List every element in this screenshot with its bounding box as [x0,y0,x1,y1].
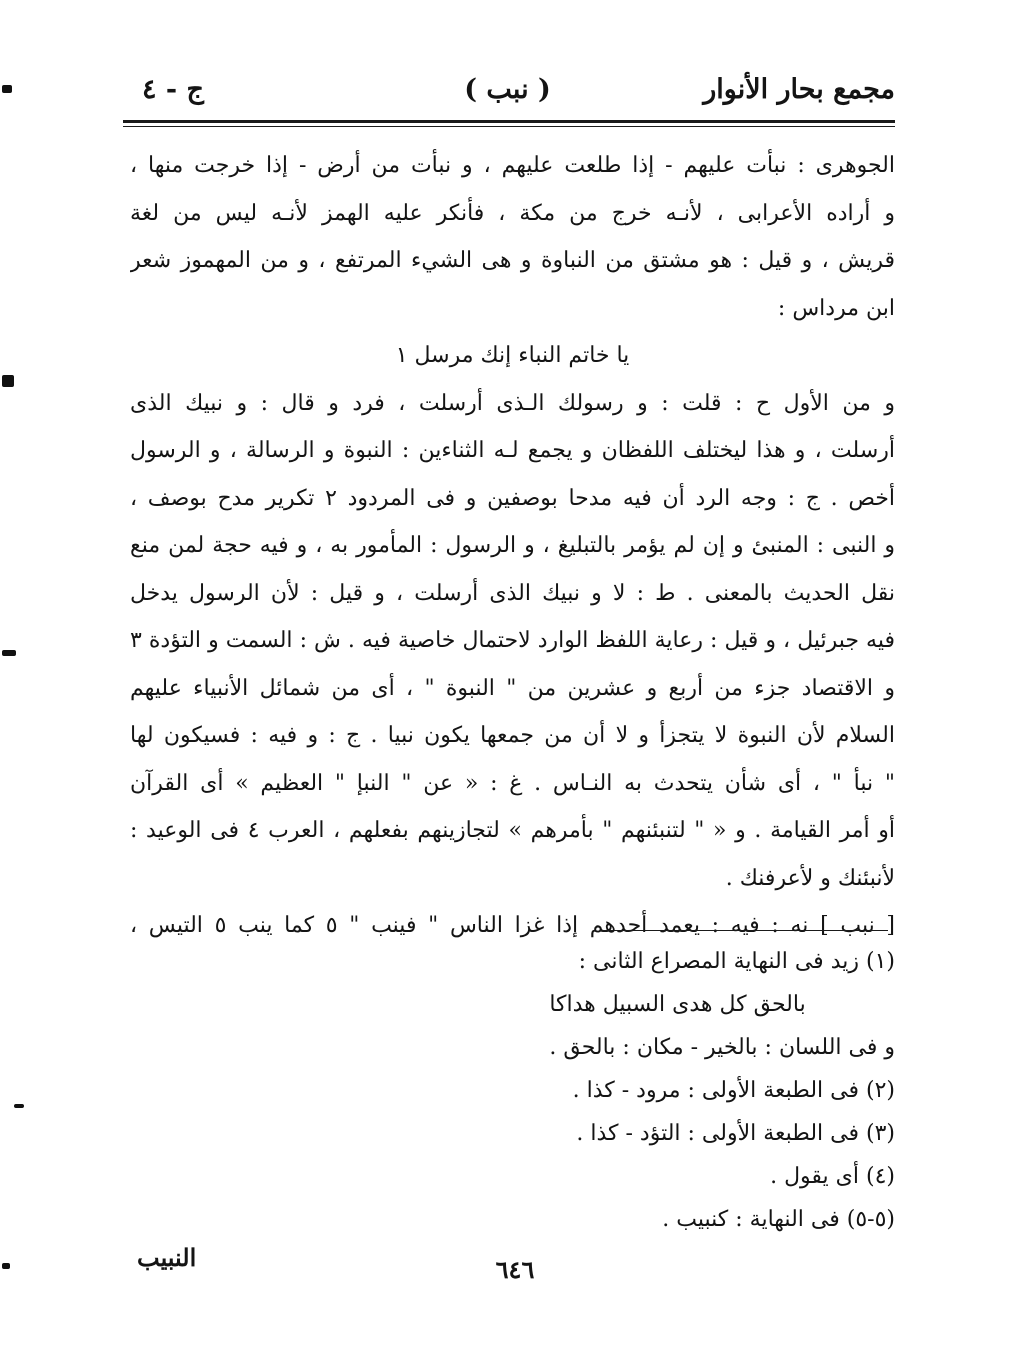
text-line: أو أمر القيامة . و « " لتنبئنهم " بأمرهم » لتجازينهم بفعلهم ، العرب ٤ فى الوعيد : [130,818,895,843]
verse-line: يا خاتم النباء إنك مرسل ١ [395,343,630,368]
footnote: (٤) أى يقول . [770,1164,895,1189]
header-rule [123,120,895,123]
scan-mark [2,375,14,387]
scan-mark [2,650,16,656]
text-line: نقل الحديث بالمعنى . ط : لا و نبيك الذى أرسلت ، و قيل : لأن الرسول يدخل [130,580,895,606]
footnotes [400,940,895,1241]
page-header [120,74,895,118]
text-line: أخص . ج : وجه الرد أن فيه مدحا بوصفين و فى المردود ٢ تكرير مدح بوصف ، [130,485,895,511]
text-line: " نبأ " ، أى شأن يتحدث به النـاس . غ : « عن " النبإ " العظيم » أى القرآن [130,770,895,796]
scan-mark [2,85,12,93]
text-line: و أراده الأعرابى ، لأنـه خرج من مكة ، فأنكر عليه الهمز لأنـه ليس من لغة [130,200,895,226]
text-line: السلام لأن النبوة لا يتجزأ و لا أن من جمعها يكون نبيا . ج : و فيه : فسيكون لها [130,723,895,748]
text-line: و الاقتصاد جزء من أربع و عشرين من " النبوة " ، أى من شمائل الأنبياء عليهم [130,675,895,701]
footnote: (٢) فى الطبعة الأولى : مرود - كذا . [572,1078,895,1103]
text-line: قريش ، و قيل : هو مشتق من النباوة و هى الشيء المرتفع ، و من المهموز شعر [130,248,895,273]
body-text [130,142,895,950]
footnote-verse: بالحق كل هدى السبيل هداكا [549,992,806,1017]
volume-label: ج - ٤ [142,74,204,105]
footnote-rule [600,930,888,931]
footnote: و فى اللسان : بالخير - مكان : بالحق . [549,1035,895,1060]
text-line: أرسلت ، و هذا ليختلف اللفظان و يجمع لـه الثناءين : النبوة و الرسالة ، و الرسول [130,438,895,463]
entry-heading: ( نبب ) [464,74,551,105]
scan-mark [2,1263,10,1269]
book-title: مجمع بحار الأنوار [703,74,895,105]
page-number: ٦٤٦ [495,1255,535,1284]
scan-mark [14,1104,24,1108]
footnote: (٥-٥) فى النهاية : كنبيب . [662,1207,895,1232]
text-line: ابن مرداس : [777,295,895,321]
text-line: فيه جبرئيل ، و قيل : رعاية اللفظ الوارد لاحتمال خاصية فيه . ش : السمت و التؤدة ٣ [130,628,895,653]
text-line: و النبى : المنبئ و إن لم يؤمر بالتبليغ ، و الرسول : المأمور به ، و فيه حجة لمن منع [130,533,895,558]
footnote: (١) زيد فى النهاية المصراع الثانى : [578,949,895,974]
catchword: النبيب [137,1243,197,1272]
entry-line: [ نبب ] نه : فيه : يعمد أحدهم إذا غزا الناس " فينب " ٥ كما ينب ٥ التيس ، [130,913,895,938]
text-line: و من الأول ح : قلت : و رسولك الـذى أرسلت ، فرد و قال : و نبيك الذى [130,390,895,416]
text-line: لأنبئنك و لأعرفنك . [725,865,895,891]
text-line: الجوهرى : نبأت عليهم - إذا طلعت عليهم ، و نبأت من أرض - إذا خرجت منها ، [130,153,895,178]
header-rule-thin [123,126,895,127]
footnote: (٣) فى الطبعة الأولى : التؤد - كذا . [576,1121,895,1146]
